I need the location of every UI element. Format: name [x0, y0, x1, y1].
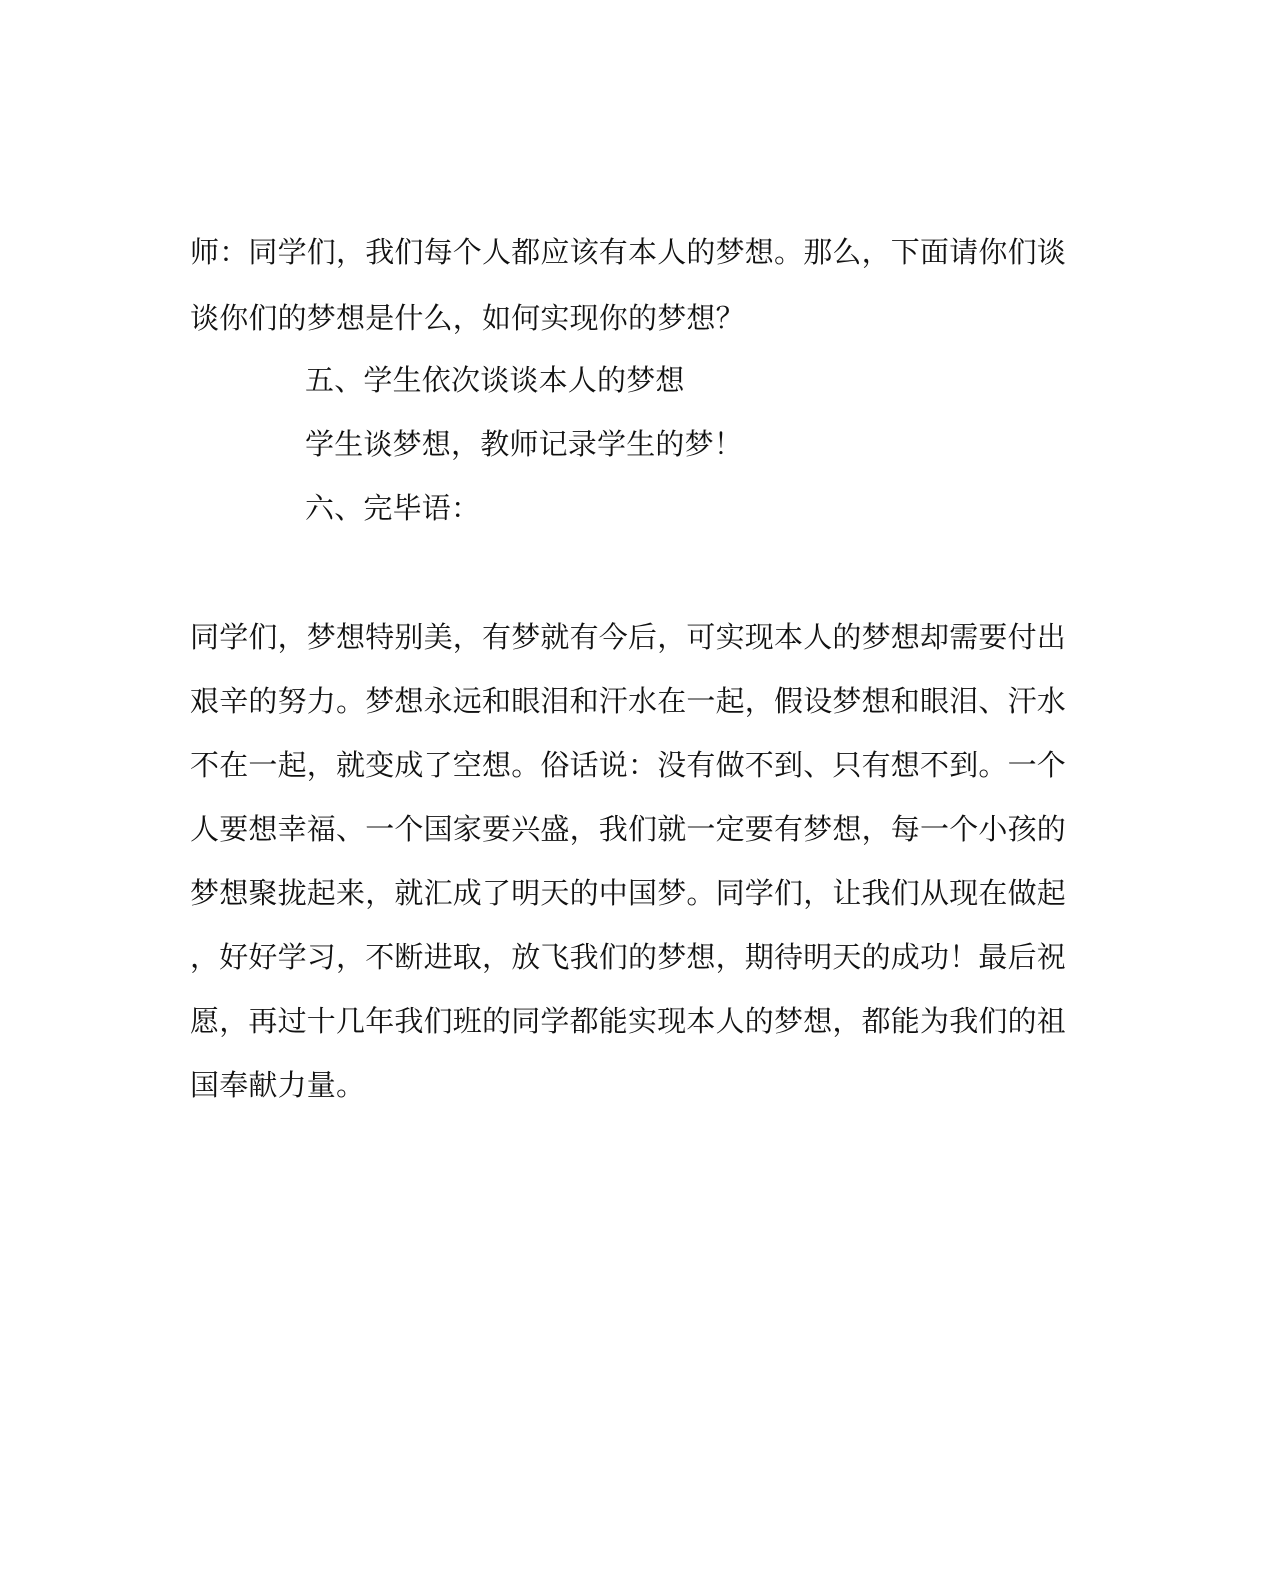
closing-paragraph-line-8: 国奉献力量。 [190, 1068, 366, 1102]
section-five-body: 学生谈梦想，教师记录学生的梦！ [305, 427, 744, 461]
section-six-heading: 六、完毕语： [305, 491, 481, 525]
closing-paragraph-line-2: 艰辛的努力。梦想永远和眼泪和汗水在一起，假设梦想和眼泪、汗水 [190, 684, 1067, 718]
closing-paragraph-line-7: 愿，再过十几年我们班的同学都能实现本人的梦想，都能为我们的祖 [190, 1004, 1067, 1038]
closing-paragraph-line-6: ，好好学习，不断进取，放飞我们的梦想，期待明天的成功！最后祝 [190, 940, 1067, 974]
closing-paragraph-line-4: 人要想幸福、一个国家要兴盛，我们就一定要有梦想，每一个小孩的 [190, 812, 1067, 846]
section-five-heading: 五、学生依次谈谈本人的梦想 [305, 363, 685, 397]
closing-paragraph-line-5: 梦想聚拢起来，就汇成了明天的中国梦。同学们，让我们从现在做起 [190, 876, 1067, 910]
closing-paragraph-line-1: 同学们，梦想特别美，有梦就有今后，可实现本人的梦想却需要付出 [190, 620, 1067, 654]
closing-paragraph-line-3: 不在一起，就变成了空想。俗话说：没有做不到、只有想不到。一个 [190, 748, 1067, 782]
teacher-prompt-line-2: 谈你们的梦想是什么，如何实现你的梦想？ [190, 301, 745, 335]
teacher-prompt-line-1: 师：同学们，我们每个人都应该有本人的梦想。那么，下面请你们谈 [190, 235, 1067, 269]
